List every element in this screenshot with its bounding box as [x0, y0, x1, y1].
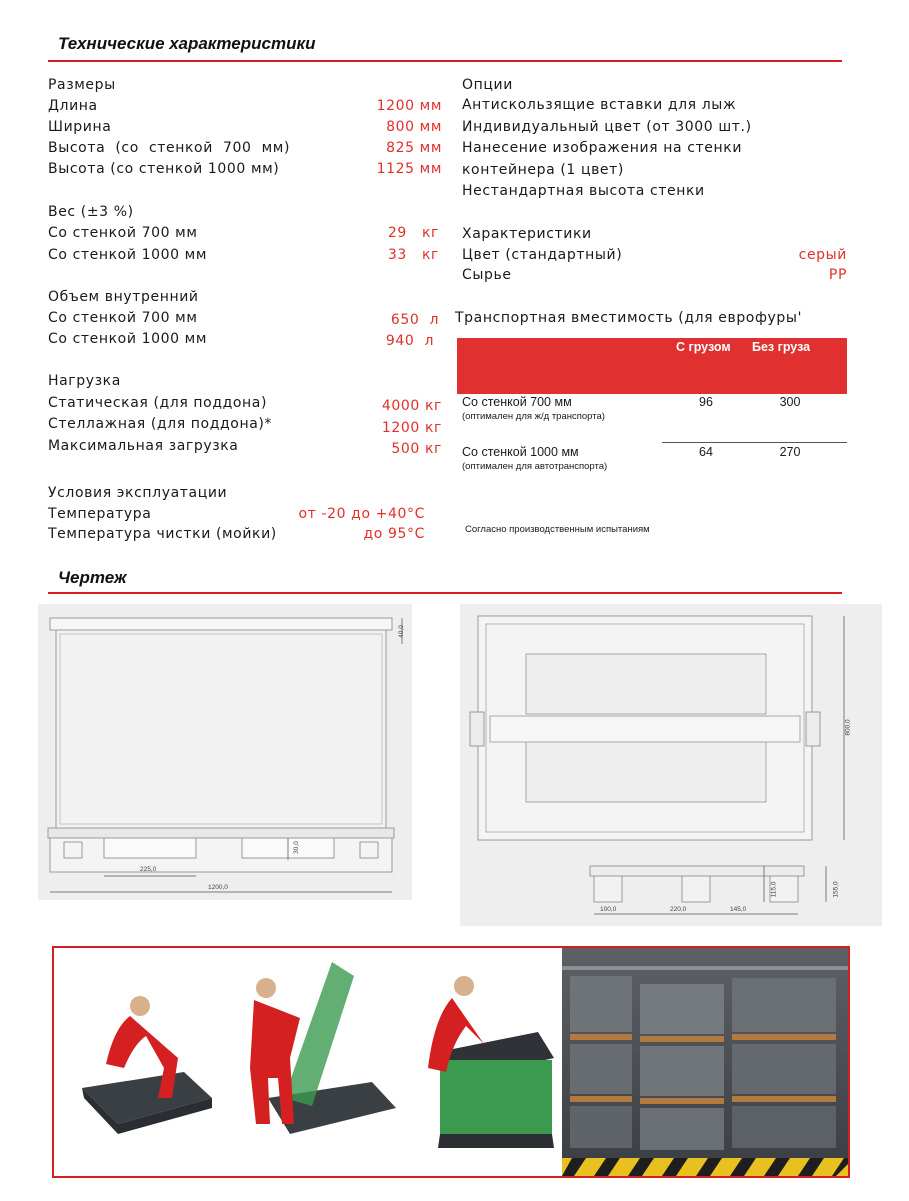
transport-row-label: Со стенкой 700 мм — [462, 395, 572, 409]
option-item: Антискользящие вставки для лыж — [462, 97, 737, 113]
load-value: 1200 кг — [381, 420, 442, 436]
dim-label-800: 800,0 — [844, 719, 852, 736]
volume-label: Со стенкой 1000 мм — [48, 331, 207, 347]
dimension-value: 1200 мм — [376, 98, 442, 114]
characteristics-value: серый — [798, 247, 847, 263]
dimension-label: Высота (со стенкой 700 мм) — [48, 140, 291, 156]
drawing-section-title: Чертеж — [58, 568, 127, 587]
dimension-label: Длина — [48, 98, 98, 114]
warehouse-stacks — [562, 948, 848, 1176]
conditions-label: Температура — [48, 506, 152, 522]
dimension-value: 825 мм — [386, 140, 442, 156]
load-label: Стеллажная (для поддона)* — [48, 416, 273, 432]
dimensions-heading: Размеры — [48, 77, 116, 93]
characteristics-label: Цвет (стандартный) — [462, 247, 623, 263]
load-label: Статическая (для поддона) — [48, 395, 268, 411]
options-heading: Опции — [462, 77, 513, 93]
dimension-label: Высота (со стенкой 1000 мм) — [48, 161, 280, 177]
specs-title-underline — [48, 60, 842, 62]
weight-label: Со стенкой 1000 мм — [48, 247, 207, 263]
option-item: Нестандартная высота стенки — [462, 183, 705, 199]
dim-label-145: 145,0 — [730, 906, 747, 913]
dim-label-220: 220,0 — [670, 906, 687, 913]
volume-value: 650 л — [390, 312, 439, 328]
drawing-title-underline — [48, 592, 842, 594]
dim-label-1200: 1200,0 — [208, 884, 228, 891]
load-label: Максимальная загрузка — [48, 438, 239, 454]
transport-footnote: Согласно производственным испытаниям — [465, 524, 650, 535]
dim-label-100: 100,0 — [600, 906, 617, 913]
option-item: Индивидуальный цвет (от 3000 шт.) — [462, 119, 752, 135]
transport-heading: Транспортная вместимость (для еврофуры' — [455, 310, 803, 326]
transport-row-loaded: 96 — [699, 395, 713, 409]
transport-row-note: (оптимален для ж/д транспорта) — [462, 411, 605, 422]
weight-value: 33 кг — [387, 247, 439, 263]
warehouse-photo — [562, 948, 848, 1176]
weight-heading: Вес (±3 %) — [48, 204, 134, 220]
dim-label-225: 225,0 — [140, 866, 157, 873]
option-item: контейнера (1 цвет) — [462, 162, 624, 178]
transport-row-note: (оптимален для автотранспорта) — [462, 461, 608, 472]
conditions-label: Температура чистки (мойки) — [48, 526, 277, 542]
option-item: Нанесение изображения на стенки — [462, 140, 743, 156]
conditions-heading: Условия эксплуатации — [48, 485, 228, 501]
dim-label-155: 155,0 — [832, 881, 840, 898]
column-header-loaded: С грузом — [676, 340, 731, 354]
transport-row-empty: 300 — [779, 395, 801, 409]
top-view-drawing — [460, 604, 882, 926]
specs-section-title: Технические характеристики — [58, 34, 316, 53]
top-view-svg — [460, 604, 882, 926]
weight-label: Со стенкой 700 мм — [48, 225, 198, 241]
dim-label-115: 115,0 — [770, 881, 778, 898]
characteristics-label: Сырье — [462, 267, 512, 283]
characteristics-value: PP — [828, 267, 847, 283]
transport-row-empty: 270 — [779, 445, 801, 459]
volume-heading: Объем внутренний — [48, 289, 199, 305]
load-heading: Нагрузка — [48, 373, 121, 389]
characteristics-heading: Характеристики — [462, 226, 592, 242]
load-value: 4000 кг — [381, 398, 442, 414]
dim-label-30: 30,0 — [292, 841, 300, 854]
transport-row-loaded: 64 — [699, 445, 713, 459]
photo-strip — [52, 946, 850, 1178]
dimension-value: 800 мм — [386, 119, 442, 135]
volume-label: Со стенкой 700 мм — [48, 310, 198, 326]
conditions-value: от -20 до +40°C — [298, 506, 425, 522]
volume-value: 940 л — [385, 333, 434, 349]
weight-value: 29 кг — [387, 225, 439, 241]
column-header-empty: Без груза — [752, 340, 811, 354]
conditions-value: до 95°C — [363, 526, 425, 542]
dimension-value: 1125 мм — [376, 161, 442, 177]
transport-row-label: Со стенкой 1000 мм — [462, 445, 579, 459]
side-view-svg — [38, 604, 412, 900]
side-view-drawing — [38, 604, 412, 900]
dim-label-40: 40,0 — [397, 625, 405, 638]
dimension-label: Ширина — [48, 119, 112, 135]
load-value: 500 кг — [391, 441, 442, 457]
table-divider — [662, 442, 847, 443]
